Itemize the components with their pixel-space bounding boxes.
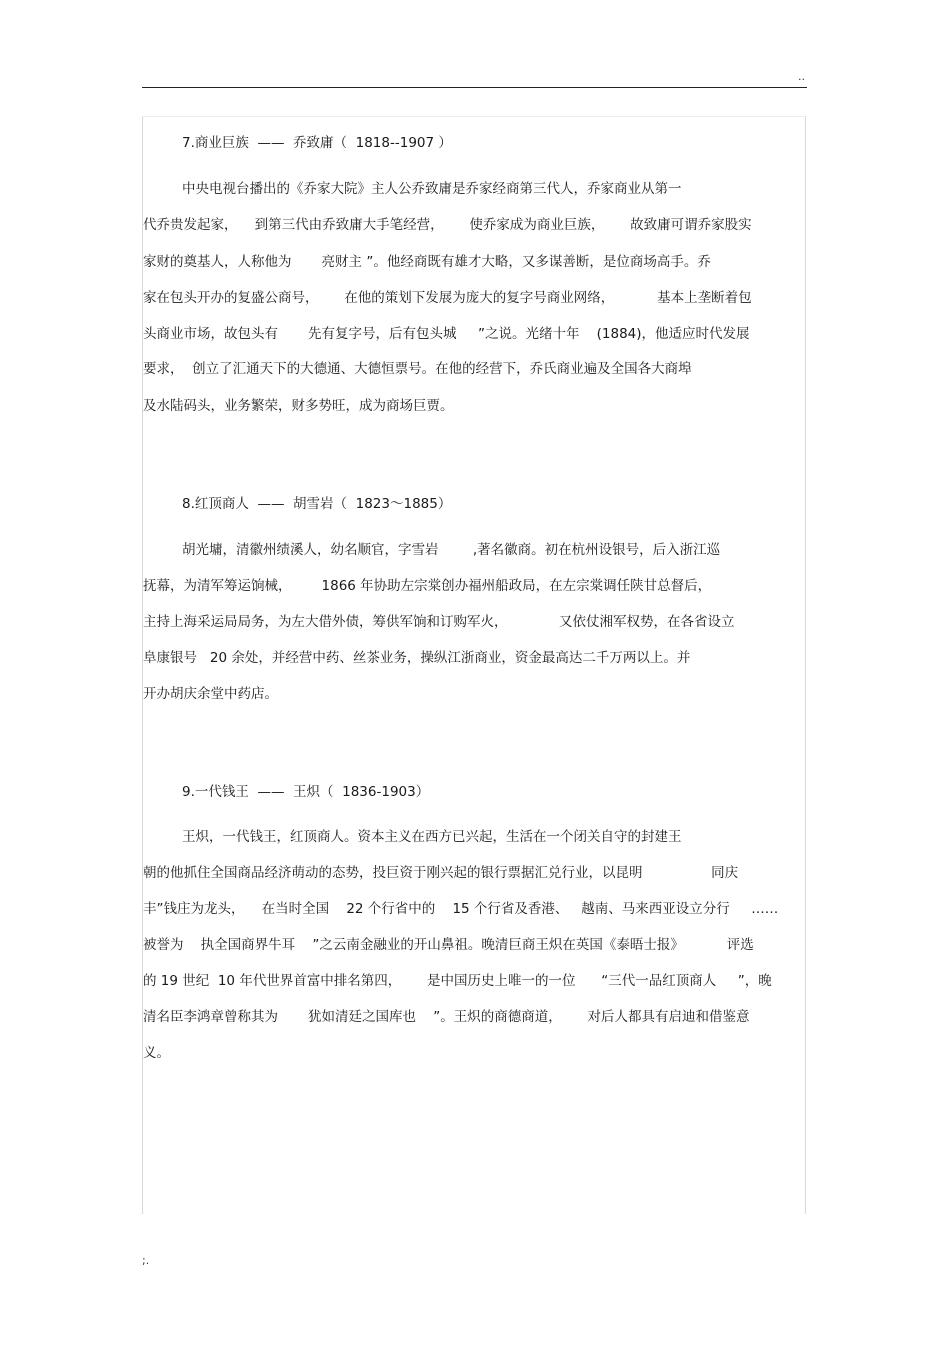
section-heading: 9.一代钱王 —— 王炽（ 1836-1903） — [182, 784, 430, 800]
paragraph-line: 主持上海采运局局务，为左大借外债，筹供军饷和订购军火， 又依仗湘军权势，在各省设立 — [143, 614, 735, 630]
paragraph-line: 及水陆码头，业务繁荣，财多势旺，成为商场巨贾。 — [143, 398, 454, 414]
paragraph-line: 抚幕，为清军筹运饷械， 1866 年协助左宗棠创办福州船政局，在左宗棠调任陕甘总督后， — [143, 578, 712, 594]
paragraph-line: 胡光墉，清徽州绩溪人，幼名顺官，字雪岩 ,著名徽商。初在杭州设银号，后入浙江巡 — [182, 542, 721, 558]
paragraph-line: 家在包头开办的复盛公商号， 在他的策划下发展为庞大的复字号商业网络， 基本上垄断着包 — [143, 290, 752, 306]
paragraph-line: 被誉为 执全国商界牛耳 ”之云南金融业的开山鼻祖。晚清巨商王炽在英国《泰晤士报》 评选 — [143, 937, 754, 953]
paragraph-line: 头商业市场，故包头有 先有复字号，后有包头城 ”之说。光绪十年 (1884)，他适应时代发展 — [143, 326, 750, 342]
paragraph-line: 阜康银号 20 余处，并经营中药、丝茶业务，操纵江浙商业，资金最高达二千万两以上。并 — [143, 650, 691, 666]
paragraph-line: 要求， 创立了汇通天下的大德通、大德恒票号。在他的经营下，乔氏商业遍及全国各大商埠 — [143, 361, 692, 377]
paragraph-line: 丰”钱庄为龙头， 在当时全国 22 个行省中的 15 个行省及香港、 越南、马来西亚设立分行 …… — [143, 901, 779, 917]
paragraph-line: 义。 — [143, 1045, 170, 1061]
section-heading: 7.商业巨族 —— 乔致庸（ 1818--1907 ） — [182, 135, 452, 151]
paragraph-line: 家财的奠基人，人称他为 亮财主 ”。他经商既有雄才大略，又多谋善断，是位商场高手。乔 — [143, 254, 711, 270]
footer-corner-mark: ;. — [142, 1254, 150, 1267]
paragraph-line: 代乔贵发起家， 到第三代由乔致庸大手笔经营， 使乔家成为商业巨族， 故致庸可谓乔家股实 — [143, 217, 752, 233]
paragraph-line: 清名臣李鸿章曾称其为 犹如清廷之国库也 ”。王炽的商德商道， 对后人都具有启迪和借鉴意 — [143, 1009, 750, 1025]
paragraph-line: 朝的他抓住全国商品经济萌动的态势，投巨资于刚兴起的银行票据汇兑行业，以昆明 同庆 — [143, 865, 739, 881]
paragraph-line: 王炽，一代钱王，红顶商人。资本主义在西方已兴起，生活在一个闭关自守的封建王 — [182, 829, 682, 845]
paragraph-line: 开办胡庆余堂中药店。 — [143, 686, 278, 702]
header-rule — [142, 87, 807, 88]
paragraph-line: 中央电视台播出的《乔家大院》主人公乔致庸是乔家经商第三代人，乔家商业从第一 — [182, 181, 682, 197]
paragraph-line: 的 19 世纪 10 年代世界首富中排名第四， 是中国历史上唯一的一位 “三代一品红顶商人 ”，晚 — [143, 973, 772, 989]
header-corner-mark: .. — [798, 70, 805, 83]
section-heading: 8.红顶商人 —— 胡雪岩（ 1823～1885） — [182, 496, 452, 512]
